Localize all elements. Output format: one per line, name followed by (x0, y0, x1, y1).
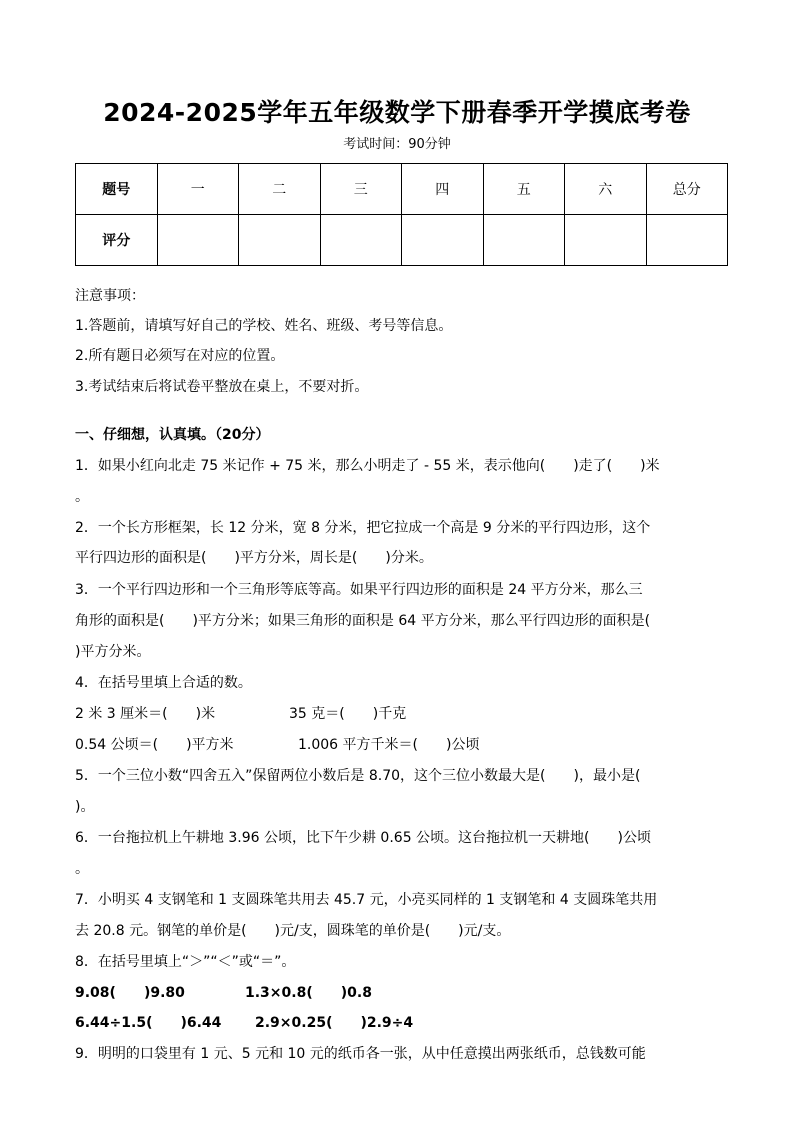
q8-row (75, 1008, 730, 1039)
note-item: 3.考试结束后将试卷平整放在桌上，不要对折。 (75, 379, 369, 395)
question-line: 8．在括号里填上“＞”“＜”或“＝”。 (75, 954, 296, 970)
question-line: 7．小明买 4 支钢笔和 1 支圆珠笔共用去 45.7 元，小亮买同样的 1 支钢笔和 4 支圆珠笔共用 (75, 892, 658, 908)
score-header-cell: 三 (320, 164, 402, 215)
q8-item: 2.9×0.25( )2.9÷4 (255, 1015, 414, 1031)
q4-item: 2 米 3 厘米＝( )米 (75, 706, 216, 722)
note-item: 1.答题前，请填写好自己的学校、姓名、班级、考号等信息。 (75, 318, 453, 334)
score-header-cell: 总分 (646, 164, 728, 215)
q8-item: 1.3×0.8( )0.8 (245, 985, 372, 1001)
question-line: 9．明明的口袋里有 1 元、5 元和 10 元的纸币各一张，从中任意摸出两张纸币，总钱数可能 (75, 1046, 646, 1062)
question-line: 2．一个长方形框架，长 12 分米，宽 8 分米，把它拉成一个高是 9 分米的平行四边形，这个 (75, 520, 651, 536)
question-line: 5．一个三位小数“四舍五入”保留两位小数后是 8.70，这个三位小数最大是( )，最小是( (75, 768, 641, 784)
score-header-cell: 二 (239, 164, 321, 215)
score-header-cell: 五 (483, 164, 565, 215)
score-cell[interactable] (157, 215, 239, 266)
score-header-cell: 四 (402, 164, 484, 215)
q4-item: 35 克＝( )千克 (289, 706, 407, 722)
score-cell[interactable] (320, 215, 402, 266)
question-line: 。 (75, 489, 89, 505)
q4-row (75, 730, 730, 761)
q4-row (75, 699, 730, 730)
question-line: )。 (75, 799, 95, 815)
score-table-header-row (76, 164, 728, 215)
q8-row (75, 978, 730, 1009)
score-cell[interactable] (402, 215, 484, 266)
score-cell[interactable] (565, 215, 647, 266)
q4-item: 0.54 公顷＝( )平方米 (75, 737, 234, 753)
question-line: 6．一台拖拉机上午耕地 3.96 公顷，比下午少耕 0.65 公顷。这台拖拉机一天耕地( )公顷 (75, 830, 651, 846)
question-line: 去 20.8 元。钢笔的单价是( )元/支，圆珠笔的单价是( )元/支。 (75, 923, 511, 939)
q8-item: 9.08( )9.80 (75, 985, 185, 1001)
notes-heading: 注意事项： (75, 288, 145, 304)
score-cell[interactable] (239, 215, 321, 266)
q4-item: 1.006 平方千米＝( )公顷 (298, 737, 480, 753)
score-header-cell: 六 (565, 164, 647, 215)
q8-item: 6.44÷1.5( )6.44 (75, 1015, 222, 1031)
score-header-cell: 题号 (76, 164, 158, 215)
score-header-cell: 一 (157, 164, 239, 215)
exam-title: 2024-2025学年五年级数学下册春季开学摸底考卷 (103, 98, 691, 127)
question-line: 4．在括号里填上合适的数。 (75, 675, 252, 691)
score-cell[interactable] (646, 215, 728, 266)
question-line: 1．如果小红向北走 75 米记作 + 75 米，那么小明走了 - 55 米，表示他向( )走了( )米 (75, 458, 660, 474)
question-line: 。 (75, 861, 89, 877)
question-line: )平方分米。 (75, 644, 151, 660)
section-heading: 一、仔细想，认真填。（20分） (75, 427, 270, 443)
score-cell[interactable] (483, 215, 565, 266)
score-table (75, 163, 728, 266)
exam-duration: 考试时间：90分钟 (343, 137, 451, 152)
question-line: 平行四边形的面积是( )平方分米，周长是( )分米。 (75, 550, 433, 566)
note-item: 2.所有题日必须写在对应的位置。 (75, 348, 285, 364)
score-table-score-row (76, 215, 728, 266)
score-row-label: 评分 (76, 215, 158, 266)
question-line: 3．一个平行四边形和一个三角形等底等高。如果平行四边形的面积是 24 平方分米，那么三 (75, 582, 643, 598)
question-line: 角形的面积是( )平方分米；如果三角形的面积是 64 平方分米，那么平行四边形的面积是( (75, 613, 651, 629)
